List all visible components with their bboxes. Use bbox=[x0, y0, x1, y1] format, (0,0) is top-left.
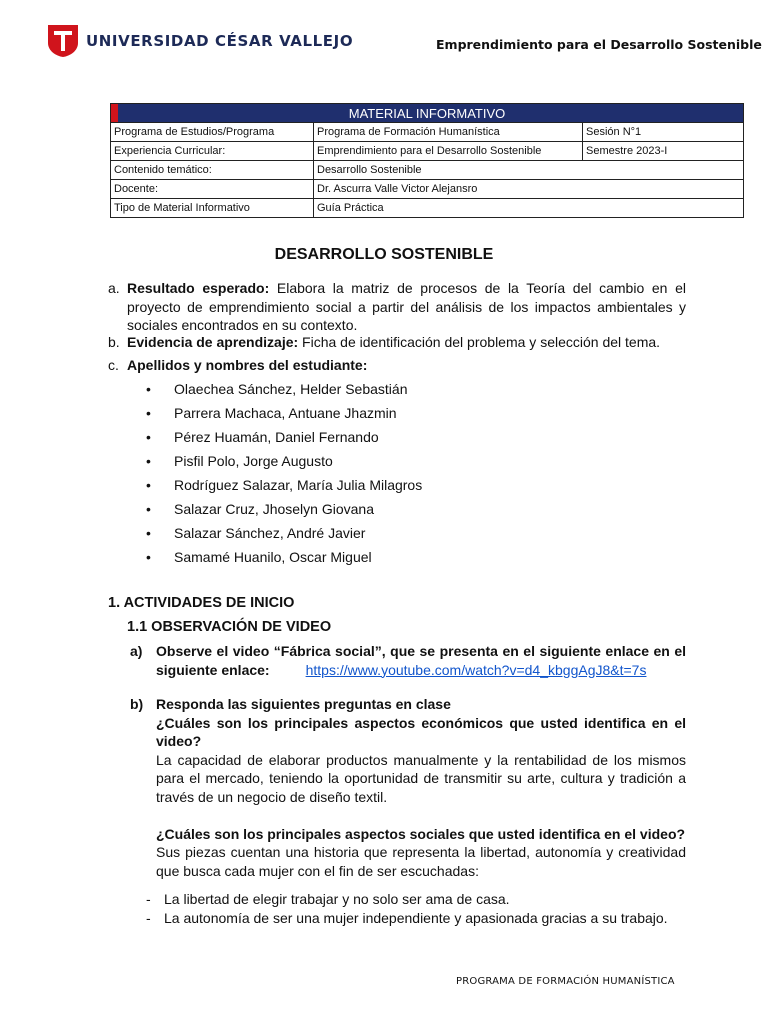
table-cell: Dr. Ascurra Valle Victor Alejansro bbox=[314, 180, 744, 199]
table-cell: Guía Práctica bbox=[314, 199, 744, 218]
list-item bbox=[146, 476, 422, 494]
question-marker: a) bbox=[130, 643, 143, 659]
item-marker: b. bbox=[108, 334, 120, 350]
dash-item-text: La libertad de elegir trabajar y no solo ser ama de casa. bbox=[164, 891, 510, 907]
list-item bbox=[146, 909, 668, 927]
list-item bbox=[146, 428, 379, 446]
university-logo bbox=[48, 24, 353, 58]
document-title: DESARROLLO SOSTENIBLE bbox=[274, 246, 494, 263]
list-item bbox=[146, 380, 407, 398]
question-block bbox=[130, 695, 686, 880]
question-heading: Responda las siguientes preguntas en clase bbox=[156, 696, 451, 712]
table-title-row bbox=[111, 104, 744, 123]
item-label: Resultado esperado: bbox=[127, 280, 270, 296]
item-students bbox=[108, 356, 686, 375]
item-result bbox=[108, 279, 686, 335]
university-name: UNIVERSIDAD CÉSAR VALLEJO bbox=[86, 32, 354, 50]
student-name: Olaechea Sánchez, Helder Sebastián bbox=[174, 381, 408, 397]
bullet-icon: • bbox=[146, 477, 151, 493]
table-cell: Semestre 2023-I bbox=[583, 142, 744, 161]
info-table bbox=[110, 103, 744, 218]
list-item bbox=[146, 404, 397, 422]
table-cell: Docente: bbox=[111, 180, 314, 199]
item-marker: c. bbox=[108, 357, 119, 373]
ucv-shield-icon bbox=[48, 25, 78, 57]
student-name: Salazar Sánchez, André Javier bbox=[174, 525, 366, 541]
dash-item-text: La autonomía de ser una mujer independiente y apasionada gracias a su trabajo. bbox=[164, 910, 668, 926]
question-social: ¿Cuáles son los principales aspectos sociales que usted identifica en el video? bbox=[156, 825, 686, 842]
dash-marker: - bbox=[146, 910, 151, 926]
section-heading: 1. ACTIVIDADES DE INICIO bbox=[108, 595, 295, 611]
bullet-icon: • bbox=[146, 453, 151, 469]
dash-marker: - bbox=[146, 891, 151, 907]
table-title-text: MATERIAL INFORMATIVO bbox=[348, 105, 506, 121]
table-title-accent bbox=[111, 104, 118, 122]
student-name: Rodríguez Salazar, María Julia Milagros bbox=[174, 477, 423, 493]
question-economic: ¿Cuáles son los principales aspectos económicos que usted identifica en el video? bbox=[156, 714, 686, 749]
bullet-icon: • bbox=[146, 405, 151, 421]
table-row bbox=[111, 180, 744, 199]
table-cell: Tipo de Material Informativo bbox=[111, 199, 314, 218]
bullet-icon: • bbox=[146, 429, 151, 445]
list-item bbox=[146, 548, 372, 566]
question-text: Observe el video “Fábrica social”, que se presenta en el siguiente enlace en el siguiente enlace: bbox=[156, 643, 686, 678]
student-name: Pérez Huamán, Daniel Fernando bbox=[174, 429, 379, 445]
header-course-title: Emprendimiento para el Desarrollo Sostenible bbox=[436, 37, 762, 52]
list-item bbox=[146, 890, 510, 908]
bullet-icon: • bbox=[146, 549, 151, 565]
table-row bbox=[111, 142, 744, 161]
table-cell: Programa de Formación Humanística bbox=[314, 123, 583, 142]
question-video bbox=[130, 642, 686, 679]
table-cell: Programa de Estudios/Programa bbox=[111, 123, 314, 142]
list-item bbox=[146, 452, 333, 470]
bullet-icon: • bbox=[146, 525, 151, 541]
item-marker: a. bbox=[108, 280, 120, 296]
question-marker: b) bbox=[130, 696, 144, 712]
student-name: Salazar Cruz, Jhoselyn Giovana bbox=[174, 501, 374, 517]
table-cell: Contenido temático: bbox=[111, 161, 314, 180]
subsection-heading: 1.1 OBSERVACIÓN DE VIDEO bbox=[127, 619, 332, 635]
student-name: Pisfil Polo, Jorge Augusto bbox=[174, 453, 333, 469]
table-row bbox=[111, 123, 744, 142]
list-item bbox=[146, 524, 365, 542]
table-cell: Emprendimiento para el Desarrollo Sostenible bbox=[314, 142, 583, 161]
item-text: Ficha de identificación del problema y selección del tema. bbox=[298, 334, 661, 350]
table-title bbox=[111, 104, 744, 123]
item-label: Apellidos y nombres del estudiante: bbox=[127, 357, 368, 373]
table-row bbox=[111, 199, 744, 218]
list-item bbox=[146, 500, 374, 518]
item-text: Elabora la matriz de procesos de la Teoría del cambio en el proyecto de emprendimiento social a partir del análisis de los impactos ambientales y sociales encontrados en su contexto. bbox=[127, 280, 686, 333]
bullet-icon: • bbox=[146, 501, 151, 517]
answer-social: Sus piezas cuentan una historia que representa la libertad, autonomía y creatividad que busca cada mujer con el fin de ser escuchadas: bbox=[156, 844, 686, 879]
footer-program: PROGRAMA DE FORMACIÓN HUMANÍSTICA bbox=[456, 976, 675, 987]
table-row bbox=[111, 161, 744, 180]
item-evidence bbox=[108, 333, 686, 352]
student-name: Samamé Huanilo, Oscar Miguel bbox=[174, 549, 372, 565]
video-link[interactable]: https://www.youtube.com/watch?v=d4_kbggAgJ8&t=7s bbox=[305, 661, 647, 678]
table-cell: Sesión N°1 bbox=[583, 123, 744, 142]
answer-economic: La capacidad de elaborar productos manualmente y la rentabilidad de los mismos para el mercado, teniendo la oportunidad de transmitir su arte, cultura y tradición a través de un negocio de diseño textil. bbox=[156, 751, 686, 805]
item-label: Evidencia de aprendizaje: bbox=[127, 334, 299, 350]
table-cell: Experiencia Curricular: bbox=[111, 142, 314, 161]
table-cell: Desarrollo Sostenible bbox=[314, 161, 744, 180]
student-name: Parrera Machaca, Antuane Jhazmin bbox=[174, 405, 397, 421]
bullet-icon: • bbox=[146, 381, 151, 397]
